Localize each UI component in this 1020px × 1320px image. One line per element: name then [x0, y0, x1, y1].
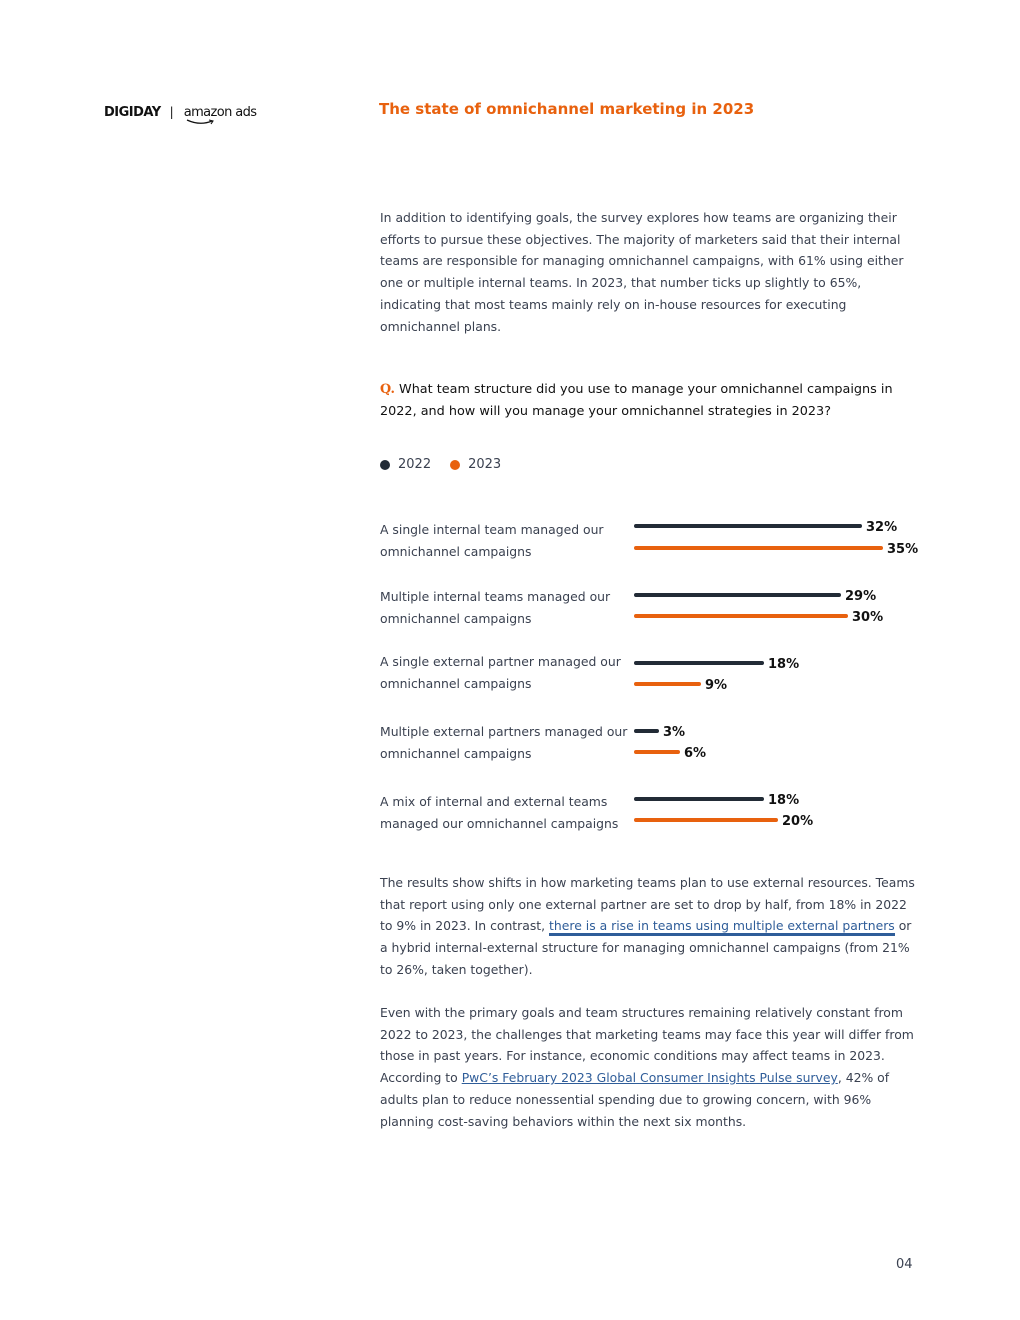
category-label: Multiple internal teams managed our omnichannel campaigns — [380, 589, 611, 626]
category-label: Multiple external partners managed our omnichannel campaigns — [380, 724, 628, 761]
value-label-2023: 20% — [782, 814, 814, 829]
results-text-start: The results show shifts in how marketing teams plan to use external resources. Teams that report using only one external partner are set to drop by half, from 18% in 2022 to 9% in 2023. In contrast, — [380, 875, 915, 934]
multiple-partners-link[interactable]: there is a rise in teams using multiple external partners — [549, 918, 895, 936]
legend-item-2023 — [450, 457, 501, 472]
value-label-2023: 9% — [705, 678, 728, 693]
amazon-ads-logo — [184, 105, 257, 120]
report-title: The state of omnichannel marketing in 2023 — [379, 100, 755, 118]
value-label-2022: 18% — [768, 657, 800, 672]
category-label: A mix of internal and external teams managed our omnichannel campaigns — [380, 794, 619, 831]
challenges-paragraph — [380, 1002, 920, 1132]
digiday-logo: DIGIDAY — [104, 104, 161, 120]
amazon-ads-logo-text: amazon ads — [183, 104, 257, 120]
legend-dot-2023 — [450, 460, 460, 470]
legend-label-2023: 2023 — [468, 457, 502, 472]
results-text-end: or a hybrid internal-external structure for managing omnichannel campaigns (from 21% to 26%, taken together). — [380, 918, 912, 977]
brand-logos — [104, 100, 256, 124]
page-number: 04 — [896, 1257, 913, 1272]
category-label: A single external partner managed our omnichannel campaigns — [380, 654, 621, 691]
value-label-2022: 18% — [768, 793, 800, 808]
intro-paragraph: In addition to identifying goals, the survey explores how teams are organizing their efforts to pursue these objectives. The majority of marketers said that their internal teams are responsible for managing omnichannel campaigns, with 61% using either one or multiple internal teams. In 2023, that number ticks up slightly to 65%, indicating that most teams mainly rely on in-house resources for executing omnichannel plans. — [380, 210, 904, 334]
value-label-2023: 35% — [887, 542, 919, 557]
value-label-2022: 3% — [663, 725, 686, 740]
value-label-2023: 30% — [852, 610, 884, 625]
category-label: A single internal team managed our omnichannel campaigns — [380, 522, 604, 559]
value-label-2023: 6% — [684, 746, 707, 761]
question-prefix: Q. — [380, 382, 395, 397]
pwc-survey-link[interactable]: PwC’s February 2023 Global Consumer Insights Pulse survey — [461, 1070, 838, 1086]
challenges-text-start: Even with the primary goals and team structures remaining relatively constant from 2022 to 2023, the challenges that marketing teams may face this year will differ from those in past years. For instance, economic conditions may affect teams in 2023. According to — [380, 1005, 914, 1086]
question-text: What team structure did you use to manage your omnichannel campaigns in 2022, and how will you manage your omnichannel strategies in 2023? — [380, 382, 893, 419]
legend-dot-2022 — [380, 460, 390, 470]
challenges-text-end: , 42% of adults plan to reduce nonessential spending due to growing concern, with 96% planning cost-saving behaviors within the next six months. — [380, 1070, 890, 1129]
survey-question — [380, 379, 920, 423]
legend-label-2022: 2022 — [398, 457, 432, 472]
amazon-smile-icon — [186, 119, 216, 126]
legend-item-2022 — [380, 457, 431, 472]
logo-separator: | — [169, 105, 174, 119]
results-paragraph — [380, 872, 920, 981]
chart-legend — [380, 457, 520, 472]
value-label-2022: 29% — [845, 589, 877, 604]
value-label-2022: 32% — [866, 520, 898, 535]
